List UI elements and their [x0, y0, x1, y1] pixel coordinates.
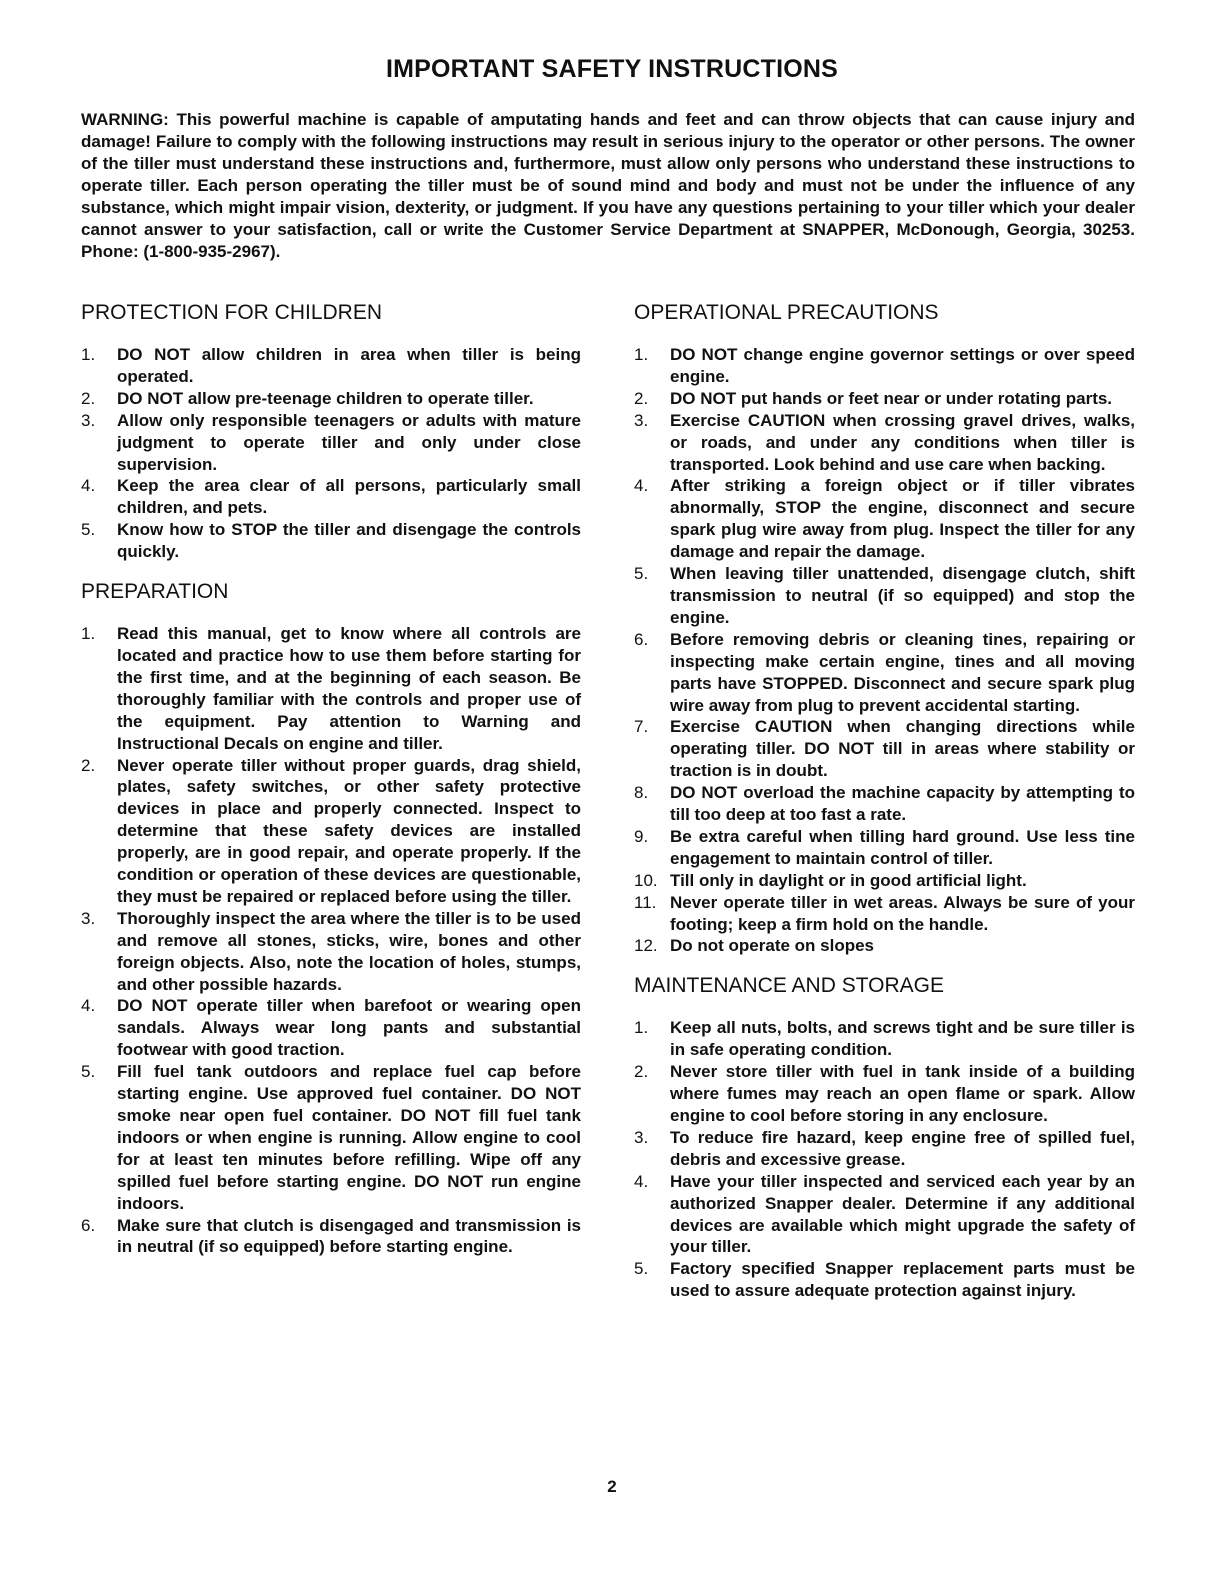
- list-item: [634, 563, 1135, 629]
- item-text: After striking a foreign object or if tiller vibrates abnormally, STOP the engine, disconnect and secure spark plug wire away from plug. Inspect the tiller for any damage and repair the damage.: [670, 476, 1135, 562]
- list-item: [81, 1061, 581, 1214]
- item-text: Do not operate on slopes: [670, 936, 875, 956]
- left-column: [81, 300, 581, 1258]
- item-number: 4.: [634, 476, 649, 496]
- item-text: Factory specified Snapper replacement parts must be used to assure adequate protection against injury.: [670, 1259, 1135, 1301]
- item-text: Allow only responsible teenagers or adults with mature judgment to operate tiller and only under close supervision.: [117, 410, 581, 474]
- section-title: PROTECTION FOR CHILDREN: [81, 301, 383, 324]
- item-text: Thoroughly inspect the area where the tiller is to be used and remove all stones, sticks, wire, bones and other foreign objects. Also, note the location of holes, stumps, and other possible hazards.: [117, 908, 581, 994]
- maintenance-list: [634, 1017, 1135, 1302]
- list-item: [634, 870, 1135, 892]
- section-protection-for-children: [81, 300, 581, 563]
- list-item: [81, 1215, 581, 1259]
- warning-paragraph: WARNING: This powerful machine is capable of amputating hands and feet and can throw objects that can cause injury and damage! Failure to comply with the following instructions may result in serious injury to the operator or other persons. The owner of the tiller must understand these instructions and, furthermore, must allow only persons who understand these instructions to operate tiller. Each person operating the tiller must be of sound mind and body and must not be under the influence of any substance, which might impair vision, dexterity, or judgment. If you have any questions pertaining to your tiller which your dealer cannot answer to your satisfaction, call or write the Customer Service Department at SNAPPER, McDonough, Georgia, 30253. Phone: (1-800-935-2967).: [81, 110, 1135, 261]
- list-item: [634, 1258, 1135, 1302]
- item-number: 5.: [634, 564, 649, 584]
- item-text: Keep all nuts, bolts, and screws tight and be sure tiller is in safe operating condition.: [670, 1018, 1135, 1060]
- list-item: [634, 344, 1135, 388]
- children-list: [81, 344, 581, 563]
- section-title: OPERATIONAL PRECAUTIONS: [634, 301, 939, 324]
- item-number: 7.: [634, 717, 649, 737]
- item-text: Keep the area clear of all persons, particularly small children, and pets.: [117, 476, 581, 518]
- item-text: DO NOT operate tiller when barefoot or wearing open sandals. Always wear long pants and substantial footwear with good traction.: [117, 996, 581, 1060]
- list-item: [634, 1171, 1135, 1259]
- item-number: 6.: [634, 629, 649, 649]
- item-number: 12.: [634, 936, 658, 956]
- section-maintenance-and-storage: [634, 973, 1135, 1302]
- item-number: 3.: [81, 908, 96, 928]
- list-item: [634, 475, 1135, 563]
- item-text: Be extra careful when tilling hard ground. Use less tine engagement to maintain control of tiller.: [670, 826, 1135, 868]
- list-item: [81, 908, 581, 996]
- item-number: 5.: [81, 520, 96, 540]
- list-item: [634, 782, 1135, 826]
- list-item: [81, 755, 581, 908]
- section-preparation: [81, 579, 581, 1258]
- item-number: 1.: [81, 345, 96, 364]
- item-text: DO NOT put hands or feet near or under rotating parts.: [670, 388, 1113, 408]
- item-text: Never store tiller with fuel in tank inside of a building where fumes may reach an open flame or spark. Allow engine to cool before storing in any enclosure.: [670, 1062, 1135, 1125]
- list-item: [81, 519, 581, 563]
- item-text: DO NOT change engine governor settings or over speed engine.: [670, 345, 1135, 386]
- item-number: 5.: [634, 1259, 649, 1279]
- item-number: 6.: [81, 1215, 96, 1235]
- item-text: DO NOT allow children in area when tiller is being operated.: [117, 345, 581, 386]
- list-item: [634, 388, 1135, 410]
- page-number: 2: [607, 1477, 617, 1496]
- item-number: 2.: [634, 1062, 649, 1082]
- item-number: 2.: [634, 388, 649, 408]
- section-title: PREPARATION: [81, 580, 229, 604]
- list-item: [81, 388, 581, 410]
- item-text: Exercise CAUTION when crossing gravel drives, walks, or roads, and under any conditions when tiller is transported. Look behind and use care when backing.: [670, 410, 1135, 474]
- item-text: Make sure that clutch is disengaged and transmission is in neutral (if so equipped) before starting engine.: [117, 1215, 581, 1257]
- list-item: [81, 995, 581, 1061]
- item-text: Never operate tiller in wet areas. Always be sure of your footing; keep a firm hold on the handle.: [670, 892, 1135, 934]
- list-item: [81, 344, 581, 388]
- item-number: 8.: [634, 783, 649, 803]
- list-item: [634, 716, 1135, 782]
- item-number: 5.: [81, 1062, 96, 1082]
- item-number: 1.: [634, 345, 649, 364]
- item-text: DO NOT overload the machine capacity by attempting to till too deep at too fast a rate.: [670, 783, 1135, 825]
- item-number: 3.: [81, 410, 96, 430]
- item-number: 1.: [634, 1018, 649, 1038]
- item-number: 2.: [81, 755, 96, 775]
- operational-list: [634, 344, 1135, 957]
- page-title: IMPORTANT SAFETY INSTRUCTIONS: [385, 55, 839, 83]
- item-number: 11.: [634, 892, 657, 912]
- list-item: [634, 629, 1135, 717]
- item-number: 9.: [634, 826, 649, 846]
- list-item: [634, 410, 1135, 476]
- list-item: [634, 1017, 1135, 1061]
- item-number: 1.: [81, 624, 96, 644]
- item-number: 2.: [81, 388, 96, 408]
- item-number: 4.: [634, 1171, 649, 1191]
- item-text: Fill fuel tank outdoors and replace fuel cap before starting engine. Use approved fuel container. DO NOT smoke near open fuel container. DO NOT fill fuel tank indoors or when engine is running. Allow engine to cool for at least ten minutes before refilling. Wipe off any spilled fuel before starting engine. DO NOT run engine indoors.: [117, 1062, 581, 1213]
- item-text: Never operate tiller without proper guards, drag shield, plates, safety switches, or other safety protective devices in place and properly connected. Inspect to determine that these safety devices are installed properly, are in good repair, and operate properly. If the condition or operation of these devices are questionable, they must be repaired or replaced before using the tiller.: [117, 755, 581, 906]
- item-number: 10.: [634, 870, 658, 890]
- item-text: Before removing debris or cleaning tines, repairing or inspecting make certain engine, tines and all moving parts have STOPPED. Disconnect and secure spark plug wire away from plug to prevent accidental starting.: [670, 629, 1135, 715]
- item-number: 3.: [634, 410, 649, 430]
- list-item: [634, 826, 1135, 870]
- section-title: MAINTENANCE AND STORAGE: [634, 974, 944, 998]
- item-text: Have your tiller inspected and serviced each year by an authorized Snapper dealer. Determine if any additional devices are available which might upgrade the safety of your tiller.: [670, 1171, 1135, 1257]
- item-text: When leaving tiller unattended, disengage clutch, shift transmission to neutral (if so equipped) and stop the engine.: [670, 564, 1135, 627]
- section-operational-precautions: [634, 300, 1135, 957]
- item-number: 3.: [634, 1127, 649, 1147]
- list-item: [81, 623, 581, 754]
- list-item: [81, 410, 581, 476]
- item-number: 4.: [81, 996, 96, 1016]
- list-item: [81, 475, 581, 519]
- item-text: Know how to STOP the tiller and disengage the controls quickly.: [117, 520, 581, 562]
- list-item: [634, 935, 1135, 957]
- list-item: [634, 1061, 1135, 1127]
- list-item: [634, 1127, 1135, 1171]
- right-column: [634, 300, 1135, 1302]
- item-number: 4.: [81, 476, 96, 496]
- item-text: Exercise CAUTION when changing directions while operating tiller. DO NOT till in areas where stability or traction is in doubt.: [670, 717, 1135, 781]
- item-text: Read this manual, get to know where all controls are located and practice how to use them before starting for the first time, and at the beginning of each season. Be thoroughly familiar with the controls and proper use of the equipment. Pay attention to Warning and Instructional Decals on engine and tiller.: [117, 624, 581, 753]
- item-text: DO NOT allow pre-teenage children to operate tiller.: [117, 388, 534, 408]
- item-text: To reduce fire hazard, keep engine free of spilled fuel, debris and excessive grease.: [670, 1127, 1135, 1169]
- preparation-list: [81, 623, 581, 1258]
- list-item: [634, 892, 1135, 936]
- item-text: Till only in daylight or in good artificial light.: [670, 870, 1027, 890]
